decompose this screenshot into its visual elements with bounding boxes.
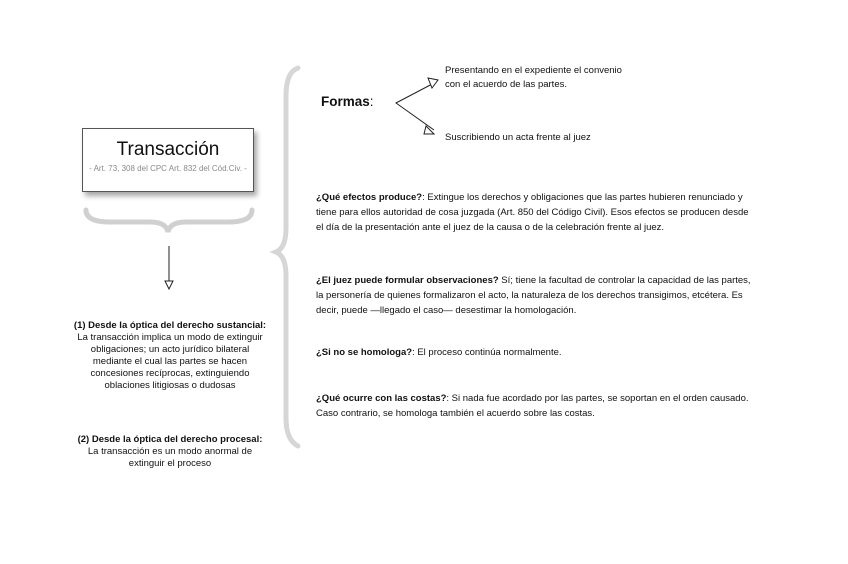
title-subtitle: - Art. 73, 308 del CPC Art. 832 del Cód.Civ. - [89,164,247,173]
arrow-head-down [424,126,434,134]
title-main: Transacción [116,139,220,160]
formas-label: Formas: [321,94,374,109]
opt2-block [70,434,270,470]
formas-option-2: Suscribiendo un acta frente al juez [445,132,591,143]
formas-option-1: Presentando en el expediente el convenio con el acuerdo de las partes. [445,65,622,90]
arrow-head-up [428,78,438,88]
opt1-block [70,320,270,392]
opt2-body: La transacción es un modo anormal de extinguir el proceso [87,446,253,469]
opt1-heading: (1) Desde la óptica del derecho sustancial: [73,320,267,331]
formas-branch [396,82,436,130]
paragraph-efectos: ¿Qué efectos produce?: Extingue los derechos y obligaciones que las partes hubieren renunciado y tiene para ellos autoridad de cosa juzgada (Art. 850 del Código Civil). Esos efectos se producen desde el día de la presentación ante el juez de la causa o de la celebración frente al juez. [316,192,749,233]
paragraph-observaciones: ¿El juez puede formular observaciones? Sí; tiene la facultad de controlar la capacidad de las partes, la personería de quienes formalizaron el acto, la naturaleza de los derechos transigimos, etcétera. Es decir, puede —llegado el caso— desestimar la homologación. [316,275,751,316]
paragraph-homologa: ¿Si no se homologa?: El proceso continúa normalmente. [316,347,562,358]
opt2-heading: (2) Desde la óptica del derecho procesal: [77,434,263,445]
horizontal-brace [86,210,252,232]
paragraph-costas: ¿Qué ocurre con las costas?: Si nada fue acordado por las partes, se soportan en el orden causado. Caso contrario, se homologa también el acuerdo sobre las costas. [316,393,749,419]
opt1-body: La transacción implica un modo de extinguir obligaciones; un acto jurídico bilateral mediante el cual las partes se hacen concesiones recíprocas, extinguiendo oblaciones litigiosas o dudosas [77,332,263,391]
vertical-brace [276,68,298,446]
down-arrow-head [165,281,173,289]
